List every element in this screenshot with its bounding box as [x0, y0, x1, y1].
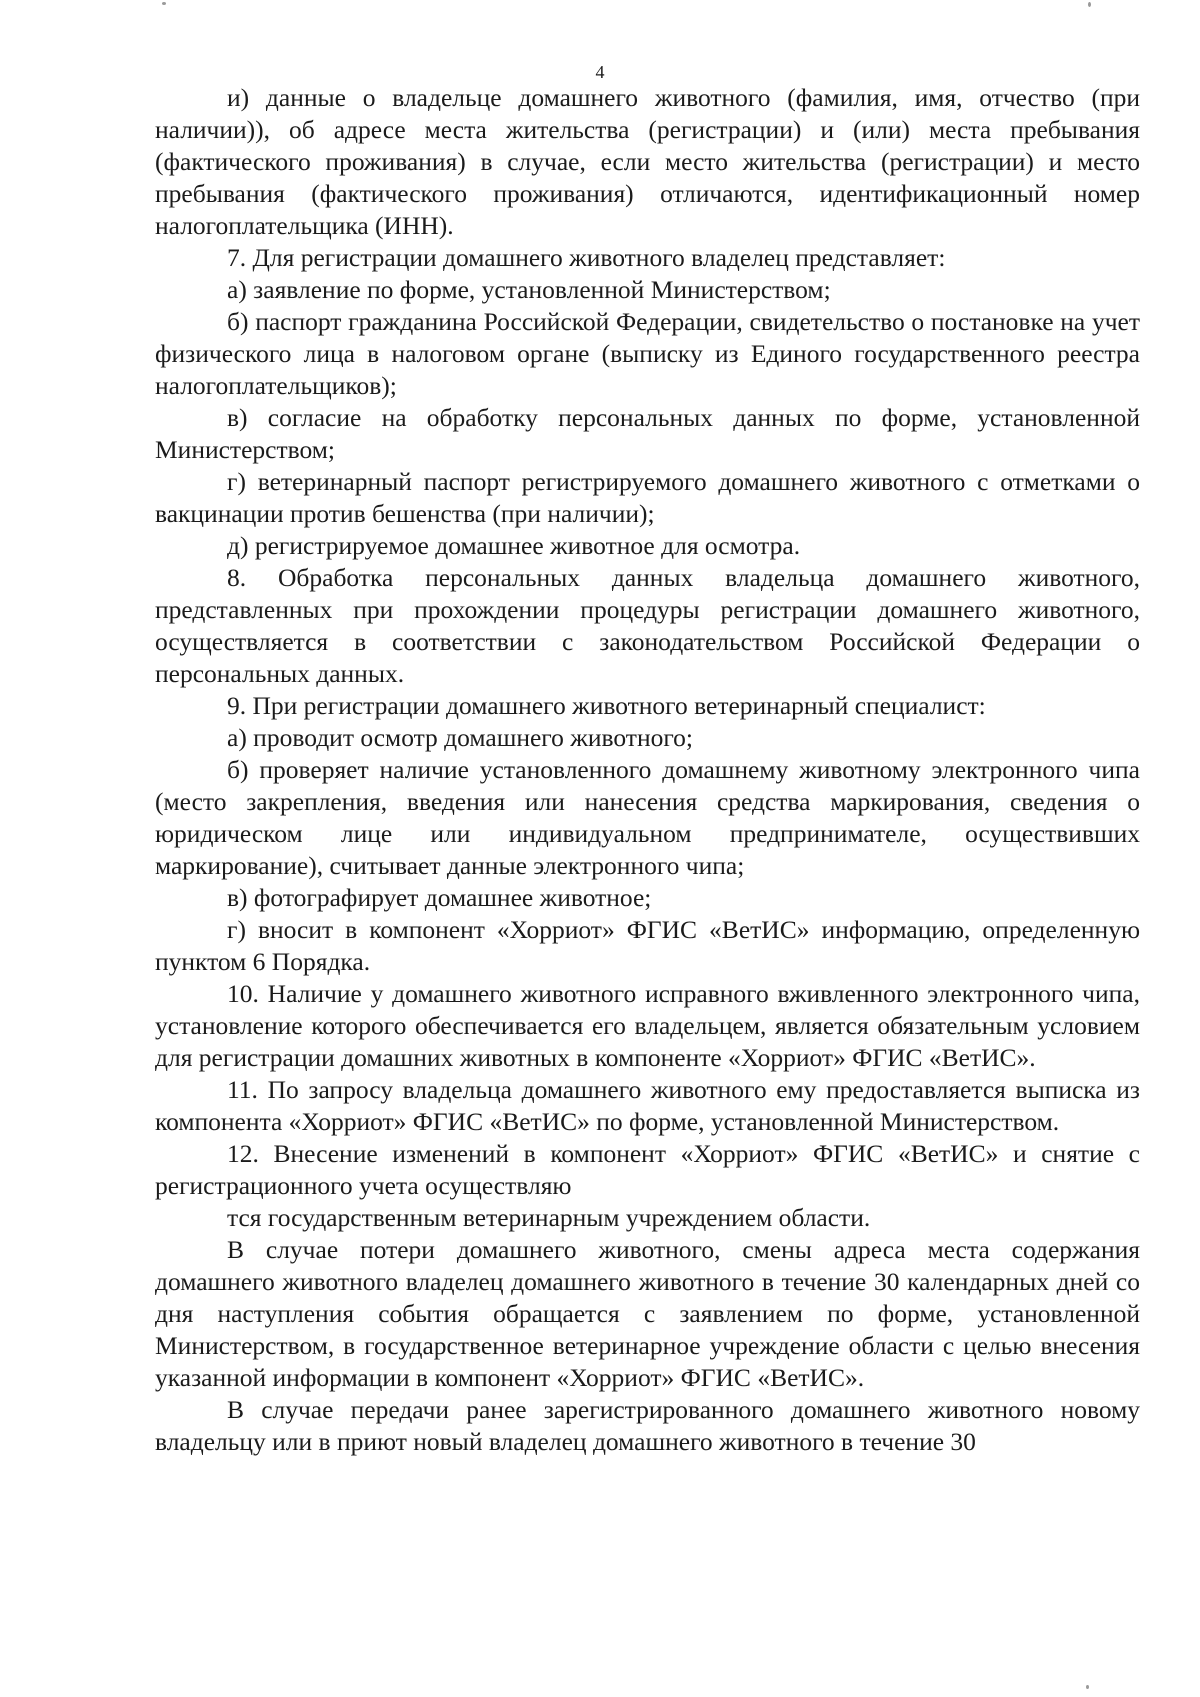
paragraph-11: 11. По запросу владельца домашнего животного ему предоставляется выписка из компонента «Хорриот» ФГИС «ВетИС» по форме, установленной Министерством. [155, 1075, 1140, 1136]
paragraph-7a: а) заявление по форме, установленной Министерством; [227, 275, 831, 304]
paragraph-12: 12. Внесение изменений в компонент «Хорриот» ФГИС «ВетИС» и снятие с регистрационного учета осуществляю [155, 1139, 1140, 1200]
paragraph-12-continuation: тся государственным ветеринарным учреждением области. [227, 1203, 871, 1232]
scan-artifact [1088, 2, 1091, 7]
scan-artifact [162, 2, 166, 5]
document-body [155, 82, 1140, 1458]
paragraph-loss-case: В случае потери домашнего животного, смены адреса места содержания домашнего животного владелец домашнего животного в течение 30 календарных дней со дня наступления события обращается с заявлением по форме, установленной Министерством, в государственное ветеринарное учреждение области с целью внесения указанной информации в компонент «Хорриот» ФГИС «ВетИС». [155, 1235, 1140, 1392]
paragraph-9g: г) вносит в компонент «Хорриот» ФГИС «ВетИС» информацию, определенную пунктом 6 Порядка. [155, 915, 1140, 976]
paragraph-7b: б) паспорт гражданина Российской Федерации, свидетельство о постановке на учет физического лица в налоговом органе (выписку из Единого государственного реестра налогоплательщиков); [155, 307, 1140, 400]
paragraph-9v: в) фотографирует домашнее животное; [227, 883, 652, 912]
paragraph-7d: д) регистрируемое домашнее животное для осмотра. [227, 531, 801, 560]
paragraph-6i: и) данные о владельце домашнего животного (фамилия, имя, отчество (при наличии)), об адресе места жительства (регистрации) и (или) места пребывания (фактического проживания) в случае, если место жительства (регистрации) и место пребывания (фактического проживания) отличаются, идентификационный номер налогоплательщика (ИНН). [155, 83, 1140, 240]
paragraph-10: 10. Наличие у домашнего животного исправного вживленного электронного чипа, установление которого обеспечивается его владельцем, является обязательным условием для регистрации домашних животных в компоненте «Хорриот» ФГИС «ВетИС». [155, 979, 1140, 1072]
paragraph-7g: г) ветеринарный паспорт регистрируемого домашнего животного с отметками о вакцинации против бешенства (при наличии); [155, 467, 1140, 528]
paragraph-7v: в) согласие на обработку персональных данных по форме, установленной Министерством; [155, 403, 1140, 464]
scan-artifact [1086, 1685, 1089, 1689]
page-number: 4 [595, 62, 605, 82]
paragraph-9a: а) проводит осмотр домашнего животного; [227, 723, 693, 752]
paragraph-9: 9. При регистрации домашнего животного ветеринарный специалист: [227, 691, 986, 720]
paragraph-8: 8. Обработка персональных данных владельца домашнего животного, представленных при прохождении процедуры регистрации домашнего животного, осуществляется в соответствии с законодательством Российской Федерации о персональных данных. [155, 563, 1140, 688]
paragraph-9b: б) проверяет наличие установленного домашнему животному электронного чипа (место закрепления, введения или нанесения средства маркирования, сведения о юридическом лице или индивидуальном предпринимателе, осуществивших маркирование), считывает данные электронного чипа; [155, 755, 1140, 880]
paragraph-transfer-case: В случае передачи ранее зарегистрированного домашнего животного новому владельцу или в приют новый владелец домашнего животного в течение 30 [155, 1395, 1140, 1456]
paragraph-7: 7. Для регистрации домашнего животного владелец представляет: [227, 243, 946, 272]
